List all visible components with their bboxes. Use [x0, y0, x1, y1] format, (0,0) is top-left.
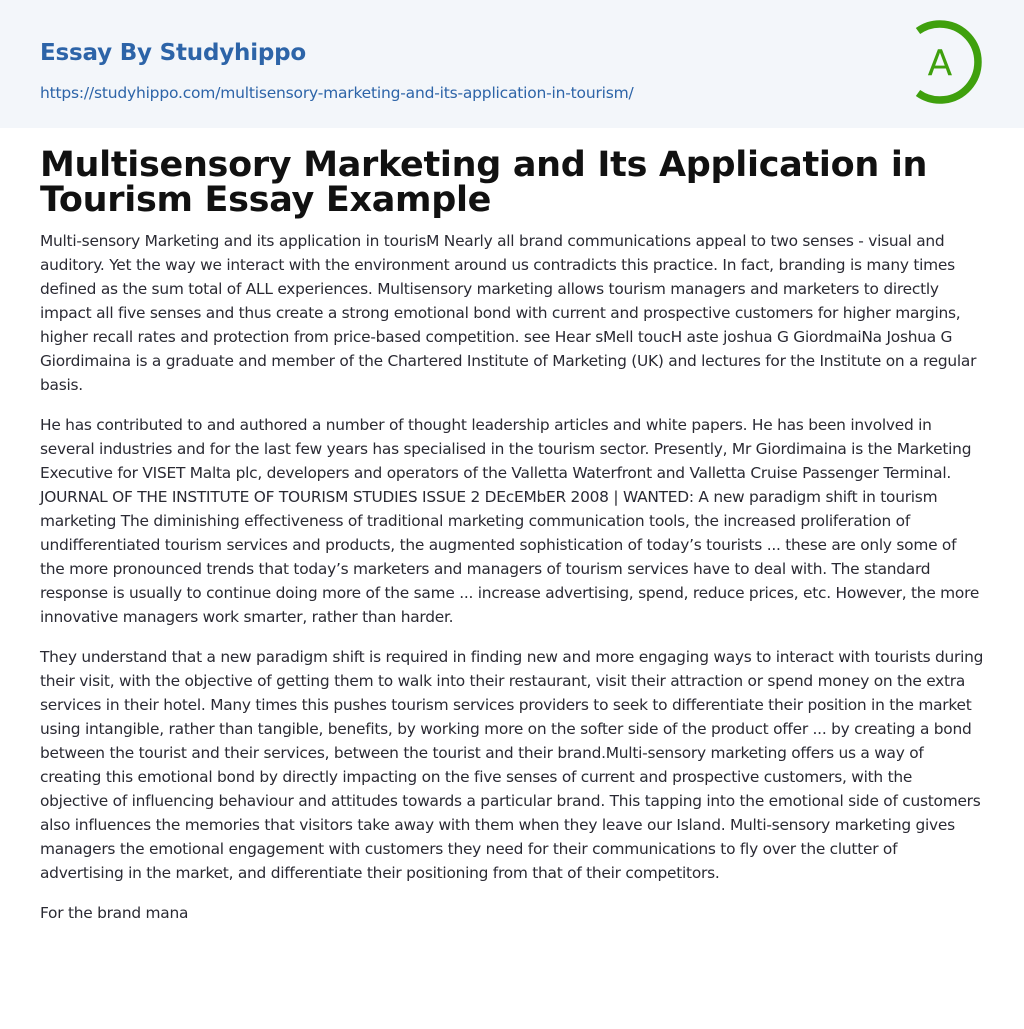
- site-title[interactable]: Essay By Studyhippo: [40, 40, 307, 66]
- article-title: Multisensory Marketing and Its Application in Tourism Essay Example: [40, 145, 928, 220]
- studyhippo-logo-icon[interactable]: [912, 19, 986, 105]
- article-body: [40, 229, 984, 925]
- article: [0, 128, 1024, 925]
- article-paragraph: They understand that a new paradigm shift is required in finding new and more engaging ways to interact with tourists during their visit, with the objective of getting them to walk into their restaurant, visit their attraction or spend money on the extra services in their hotel. Many times this pushes tourism services providers to seek to differentiate their position in the market using intangible, rather than tangible, benefits, by working more on the softer side of the product offer ... by creating a bond between the tourist and their services, between the tourist and their brand.Multi-sensory marketing offers us a way of creating this emotional bond by directly impacting on the five senses of current and prospective customers, with the objective of influencing behaviour and attitudes towards a particular brand. This tapping into the emotional side of customers also influences the memories that visitors take away with them when they leave our Island. Multi-sensory marketing gives managers the emotional engagement with customers they need for their communications to fly over the clutter of advertising in the market, and differentiate their positioning from that of their competitors.: [40, 648, 984, 882]
- svg-text:A: A: [927, 43, 953, 84]
- essay-url-link[interactable]: https://studyhippo.com/multisensory-marketing-and-its-application-in-tourism/: [40, 84, 634, 102]
- article-paragraph-truncated: For the brand mana: [40, 904, 189, 922]
- site-header: [0, 0, 1024, 128]
- article-paragraph: He has contributed to and authored a number of thought leadership articles and white papers. He has been involved in several industries and for the last few years has specialised in the tourism sector. Presently, Mr Giordimaina is the Marketing Executive for VISET Malta plc, developers and operators of the Valletta Waterfront and Valletta Cruise Passenger Terminal. JOURNAL OF THE INSTITUTE OF TOURISM STUDIES ISSUE 2 DEcEMbER 2008 | WANTED: A new paradigm shift in tourism marketing The diminishing effectiveness of traditional marketing communication tools, the increased proliferation of undifferentiated tourism services and products, the augmented sophistication of today’s tourists ... these are only some of the more pronounced trends that today’s marketers and managers of tourism services have to deal with. The standard response is usually to continue doing more of the same ... increase advertising, spend, reduce prices, etc. However, the more innovative managers work smarter, rather than harder.: [40, 416, 980, 626]
- article-paragraph: Multi-sensory Marketing and its application in tourisM Nearly all brand communications appeal to two senses - visual and auditory. Yet the way we interact with the environment around us contradicts this practice. In fact, branding is many times defined as the sum total of ALL experiences. Multisensory marketing allows tourism managers and marketers to directly impact all five senses and thus create a strong emotional bond with current and prospective customers for higher margins, higher recall rates and protection from price-based competition. see Hear sMell toucH aste joshua G GiordmaiNa Joshua G Giordimaina is a graduate and member of the Chartered Institute of Marketing (UK) and lectures for the Institute on a regular basis.: [40, 232, 977, 394]
